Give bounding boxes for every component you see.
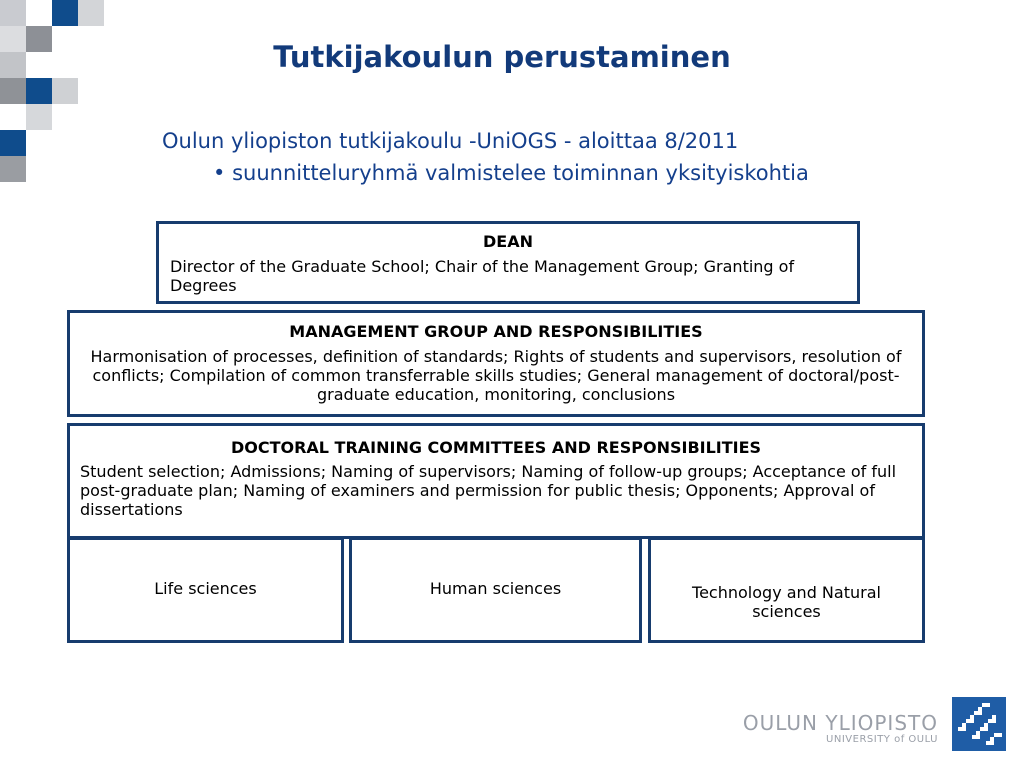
logo-emblem-icon [952, 697, 1006, 751]
bullet-symbol: • [213, 161, 226, 185]
deco-square [78, 0, 104, 26]
field-label: Technology and Natural sciences [692, 583, 881, 621]
committees-heading: DOCTORAL TRAINING COMMITTEES AND RESPONSIBILITIES [230, 438, 762, 457]
deco-square [26, 0, 52, 26]
deco-square [0, 156, 26, 182]
field-label: Life sciences [154, 579, 257, 598]
deco-square [52, 0, 78, 26]
field-box-technology-natural-sciences [648, 537, 925, 643]
dean-heading: DEAN [483, 232, 533, 251]
committees-text: Student selection; Admissions; Naming of supervisors; Naming of follow-up groups; Acceptance of full post-graduate plan; Naming of examiners and permission for public thesis; Opponents; Approval of dissertations [80, 462, 897, 519]
logo-name: OULUN YLIOPISTO [742, 711, 938, 735]
bullet-text: suunnitteluryhmä valmistelee toiminnan yksityiskohtia [232, 161, 809, 185]
logo-subtitle: UNIVERSITY of OULU [826, 734, 938, 745]
deco-square [26, 78, 52, 104]
dean-text: Director of the Graduate School; Chair of the Management Group; Granting of Degrees [170, 257, 795, 295]
university-logo-text [743, 712, 938, 746]
slide-title: Tutkijakoulun perustaminen [273, 40, 731, 74]
field-box-human-sciences [349, 537, 642, 643]
deco-square [0, 130, 26, 156]
deco-square [52, 78, 78, 104]
deco-square [0, 78, 26, 104]
management-heading: MANAGEMENT GROUP AND RESPONSIBILITIES [289, 322, 703, 341]
university-logo-icon [952, 697, 1006, 751]
dean-box [156, 221, 860, 304]
field-label: Human sciences [429, 579, 562, 598]
field-box-life-sciences [67, 537, 344, 643]
management-box [67, 310, 925, 417]
deco-square [26, 104, 52, 130]
bullet-item [213, 161, 809, 185]
slide-subtitle: Oulun yliopiston tutkijakoulu -UniOGS - aloittaa 8/2011 [162, 129, 739, 153]
committees-box [67, 423, 925, 539]
management-text: Harmonisation of processes, definition of standards; Rights of students and supervisors, resolution of conflicts; Compilation of common transferrable skills studies; General management of doctoral/post-graduate education, monitoring, conclusions [90, 347, 902, 404]
